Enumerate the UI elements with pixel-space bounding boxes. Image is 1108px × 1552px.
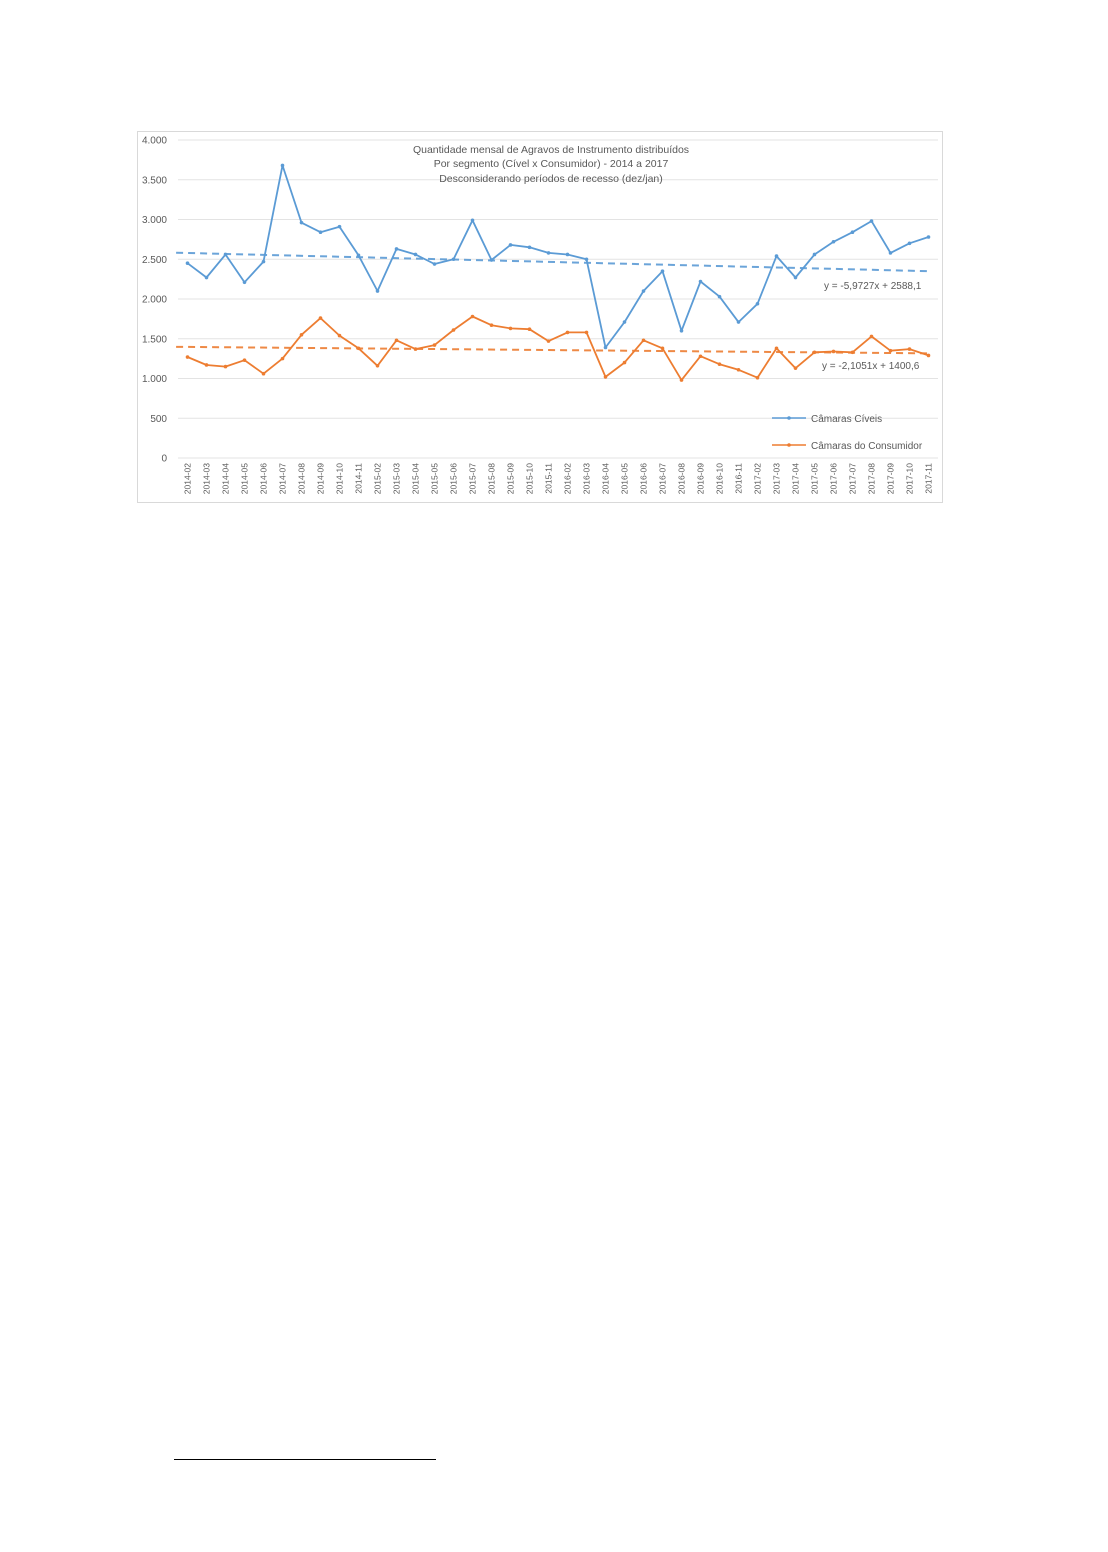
x-tick-label: 2015-04 [410, 463, 421, 495]
y-tick-label: 0 [161, 453, 167, 465]
x-tick-label: 2017-07 [847, 463, 858, 495]
data-point-civeis [262, 260, 266, 264]
data-point-consumidor [585, 331, 589, 335]
data-point-civeis [680, 329, 684, 333]
data-point-consumidor [338, 334, 342, 338]
data-point-consumidor [870, 335, 874, 339]
x-tick-label: 2014-06 [258, 463, 269, 495]
data-point-civeis [756, 302, 760, 306]
data-point-consumidor [224, 365, 228, 369]
data-point-civeis [376, 289, 380, 293]
x-tick-label: 2016-11 [733, 463, 744, 494]
data-point-civeis [566, 253, 570, 257]
data-point-civeis [623, 320, 627, 324]
data-point-consumidor [357, 346, 361, 350]
x-tick-label: 2014-10 [334, 463, 345, 495]
data-point-consumidor [262, 372, 266, 376]
x-tick-label: 2014-07 [277, 463, 288, 495]
data-point-civeis [737, 320, 741, 324]
data-point-civeis [699, 280, 703, 284]
data-point-civeis [433, 262, 437, 266]
data-point-civeis [186, 261, 190, 265]
data-point-consumidor [205, 363, 209, 367]
data-point-civeis [452, 257, 456, 261]
chart-title-line-1: Quantidade mensal de Agravos de Instrumento distribuídos [412, 144, 690, 156]
data-point-civeis [490, 258, 494, 262]
y-tick-label: 500 [150, 413, 167, 425]
data-point-consumidor [433, 343, 437, 347]
data-point-civeis [889, 251, 893, 255]
data-point-consumidor [642, 339, 646, 343]
trendline-equations [822, 281, 922, 372]
data-point-consumidor [566, 331, 570, 335]
data-point-consumidor [281, 357, 285, 361]
x-tick-label: 2014-09 [315, 463, 326, 495]
data-point-consumidor [604, 375, 608, 379]
x-tick-label: 2014-08 [296, 463, 307, 495]
data-point-civeis [224, 253, 228, 257]
x-tick-label: 2016-10 [714, 463, 725, 495]
chart-frame [137, 131, 943, 503]
data-point-civeis [642, 289, 646, 293]
legend-label-consumidor: Câmaras do Consumidor [811, 441, 923, 452]
data-point-civeis [775, 254, 779, 258]
data-point-civeis [319, 230, 323, 234]
x-tick-label: 2016-03 [581, 463, 592, 495]
data-point-civeis [205, 276, 209, 280]
data-point-consumidor [851, 350, 855, 354]
data-point-consumidor [623, 361, 627, 365]
data-point-consumidor [680, 378, 684, 382]
data-point-civeis [509, 243, 513, 247]
data-point-civeis [832, 240, 836, 244]
x-tick-label: 2017-04 [790, 463, 801, 495]
x-tick-label: 2014-03 [201, 463, 212, 495]
x-tick-label: 2016-08 [676, 463, 687, 495]
data-point-consumidor [471, 315, 475, 319]
y-tick-label: 3.000 [141, 215, 167, 226]
x-tick-label: 2015-07 [467, 463, 478, 495]
data-point-civeis [338, 225, 342, 229]
data-point-civeis [604, 346, 608, 350]
data-point-consumidor [547, 339, 551, 343]
data-point-civeis [547, 251, 551, 255]
data-point-civeis [300, 221, 304, 225]
x-tick-label: 2015-03 [391, 463, 402, 495]
x-tick-label: 2016-09 [695, 463, 706, 495]
data-point-civeis [395, 247, 399, 251]
legend-marker-civeis [787, 416, 791, 420]
data-point-consumidor [661, 346, 665, 350]
data-point-consumidor [186, 355, 190, 359]
chart-title-line-3: Desconsiderando períodos de recesso (dez/jan) [439, 173, 663, 185]
chart-title-line-2: Por segmento (Cível x Consumidor) - 2014 a 2017 [433, 158, 669, 170]
data-point-consumidor [243, 358, 247, 362]
data-point-consumidor [832, 350, 836, 354]
data-point-consumidor [319, 316, 323, 320]
data-point-consumidor [414, 347, 418, 351]
data-point-consumidor [927, 354, 931, 358]
data-point-consumidor [775, 346, 779, 350]
x-tick-label: 2015-05 [429, 463, 440, 495]
data-point-consumidor [889, 349, 893, 353]
trendline-label-civeis: y = -5,9727x + 2588,1 [824, 281, 922, 292]
data-point-consumidor [452, 328, 456, 332]
x-tick-label: 2016-02 [562, 463, 573, 495]
chart-svg [138, 132, 944, 504]
data-point-consumidor [718, 362, 722, 366]
data-point-consumidor [813, 350, 817, 354]
data-point-consumidor [490, 323, 494, 327]
data-point-consumidor [395, 339, 399, 343]
data-point-civeis [718, 295, 722, 299]
x-tick-label: 2015-02 [372, 463, 383, 495]
data-point-civeis [528, 246, 532, 250]
grid-layer [178, 140, 938, 458]
footnote-separator [174, 1459, 436, 1460]
x-tick-label: 2016-05 [619, 463, 630, 495]
data-point-consumidor [737, 368, 741, 372]
data-point-civeis [794, 276, 798, 280]
x-tick-label: 2014-05 [239, 463, 250, 495]
x-tick-label: 2017-09 [885, 463, 896, 495]
x-tick-label: 2014-11 [353, 463, 364, 494]
y-tick-label: 2.500 [141, 254, 167, 266]
data-point-civeis [357, 253, 361, 257]
y-tick-label: 1.000 [141, 374, 167, 385]
x-axis-ticks [183, 463, 934, 494]
trendline-label-consumidor: y = -2,1051x + 1400,6 [822, 361, 920, 372]
data-point-consumidor [794, 366, 798, 370]
x-tick-label: 2014-02 [182, 463, 193, 495]
data-point-civeis [851, 230, 855, 234]
data-point-consumidor [908, 347, 912, 351]
y-tick-label: 1.500 [141, 334, 167, 346]
data-point-civeis [471, 218, 475, 222]
x-tick-label: 2017-06 [828, 463, 839, 495]
data-point-consumidor [300, 333, 304, 337]
x-tick-label: 2017-05 [809, 463, 820, 495]
data-point-consumidor [528, 327, 532, 331]
data-point-consumidor [376, 364, 380, 368]
y-tick-label: 4.000 [141, 135, 167, 147]
trendline-civeis [176, 253, 930, 272]
x-tick-label: 2015-08 [486, 463, 497, 495]
y-axis-ticks [142, 136, 167, 465]
data-point-civeis [414, 253, 418, 257]
x-tick-label: 2014-04 [220, 463, 231, 495]
x-tick-label: 2016-07 [657, 463, 668, 495]
x-tick-label: 2017-03 [771, 463, 782, 495]
x-tick-label: 2017-02 [752, 463, 763, 495]
x-tick-label: 2015-10 [524, 463, 535, 495]
y-tick-label: 3.500 [141, 175, 167, 187]
data-point-consumidor [699, 354, 703, 358]
data-point-civeis [927, 235, 931, 239]
series-lines [186, 164, 931, 382]
x-tick-label: 2016-04 [600, 463, 611, 495]
chart-title [413, 144, 689, 185]
data-point-civeis [870, 219, 874, 223]
data-point-civeis [908, 242, 912, 246]
legend [772, 414, 923, 452]
x-tick-label: 2016-06 [638, 463, 649, 495]
data-point-civeis [243, 281, 247, 285]
data-point-civeis [661, 269, 665, 273]
data-point-consumidor [509, 327, 513, 331]
data-point-civeis [281, 164, 285, 168]
legend-label-civeis: Câmaras Cíveis [811, 414, 883, 425]
x-tick-label: 2015-06 [448, 463, 459, 495]
y-tick-label: 2.000 [141, 294, 167, 306]
legend-marker-consumidor [787, 443, 791, 447]
x-tick-label: 2017-11 [923, 463, 934, 494]
x-tick-label: 2017-10 [904, 463, 915, 495]
data-point-consumidor [756, 376, 760, 380]
x-tick-label: 2015-09 [505, 463, 516, 495]
data-point-civeis [813, 253, 817, 257]
x-tick-label: 2015-11 [543, 463, 554, 494]
data-point-civeis [585, 257, 589, 261]
x-tick-label: 2017-08 [866, 463, 877, 495]
